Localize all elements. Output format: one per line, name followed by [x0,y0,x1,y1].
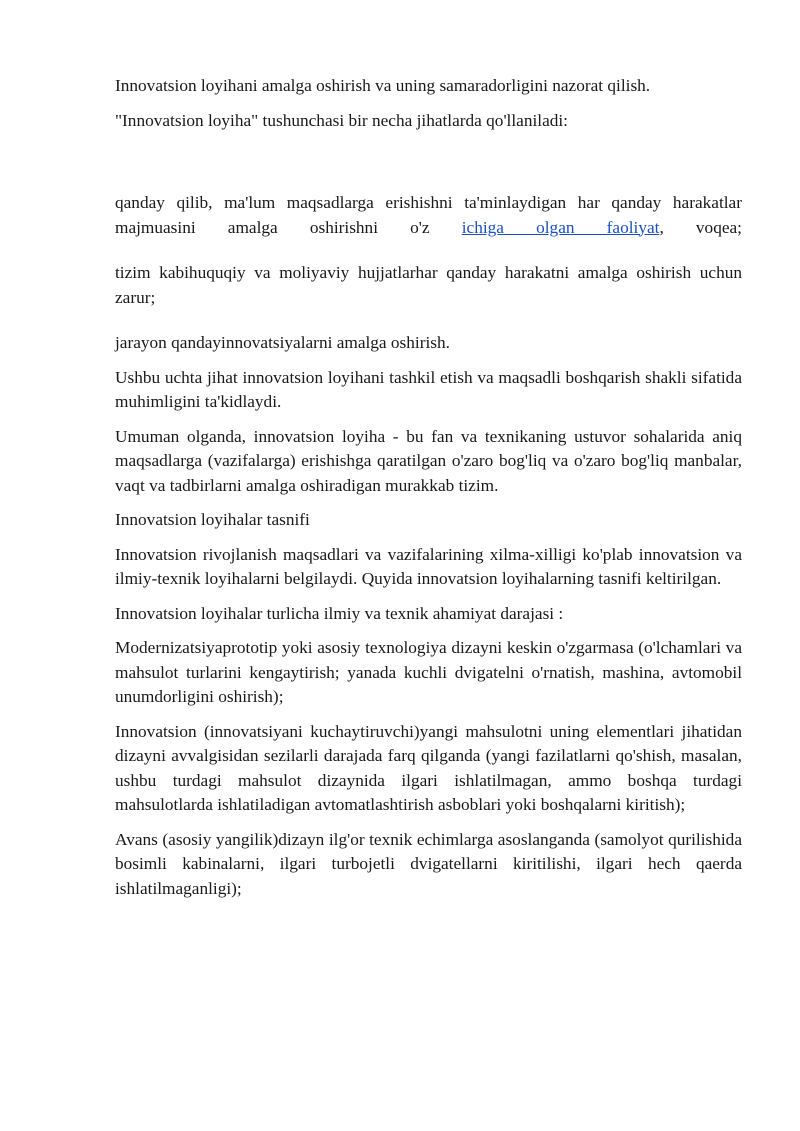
document-title: Innovatsion loyihani amalga oshirish va uning samaradorligini nazorat qilish. [115,76,651,95]
innovative-paragraph: Innovatsion (innovatsiyani kuchaytiruvchi)yangi mahsulotni uning elementlari jihatidan dizayni avvalgisidan sezilarli darajada farq qilganda (yangi fazilatlarni qo'shish, masalan, ushbu turdagi mahsulot dizaynida ilgari ishlatilmagan, ammo boshqa turdagi mahsulotlarda ishlatiladigan avtomatlashtirish asboblari yoki boshqalarni kiritish); [115,721,742,814]
significance-levels-paragraph: Innovatsion loyihalar turlicha ilmiy va texnik ahamiyat darajasi : [115,603,564,623]
aspect-activity-suffix: , voqea; [659,217,742,237]
definition-paragraph: Umuman olganda, innovatsion loyiha - bu fan va texnikaning ustuvor sohalarida aniq maqsadlarga (vazifalarga) erishishga qaratilgan o'zaro bog'liq va o'zaro bog'liq manbalar, vaqt va tadbirlarni amalga oshiradigan murakkab tizim. [115,426,742,495]
three-aspects-paragraph: Ushbu uchta jihat innovatsion loyihani tashkil etish va maqsadli boshqarish shakli sifatida muhimligini ta'kidlaydi. [115,367,742,411]
aspect-activity-text: qanday qilib, ma'lum maqsadlarga erishishni ta'minlaydigan har qanday harakatlar majmuasini amalga oshirishni o'z [115,193,742,237]
activity-link[interactable]: ichiga olgan faoliyat [461,217,660,237]
advanced-paragraph: Avans (asosiy yangilik)dizayn ilg'or texnik echimlarga asoslanganda (samolyot qurilishida bosimli kabinalarni, ilgari turbojetli dvigatellarni kiritilishi, ilgari hech qaerda ishlatilmaganligi); [115,829,742,898]
classification-paragraph: Innovatsion rivojlanish maqsadlari va vazifalarining xilma-xilligi ko'plab innovatsion va ilmiy-texnik loyihalarni belgilaydi. Quyida innovatsion loyihalarning tasnifi keltirilgan. [115,544,742,588]
classification-heading: Innovatsion loyihalar tasnifi [115,510,310,529]
aspect-activity-paragraph [115,191,742,240]
modernization-paragraph: Modernizatsiyaprototip yoki asosiy texnologiya dizayni keskin o'zgarmasa (o'lchamlari va mahsulot turlarini kengaytirish; yanada kuchli dvigatelni o'rnatish, mashina, avtomobil unumdorligini oshirish); [115,638,742,706]
aspect-system-paragraph: tizim kabihuquqiy va moliyaviy hujjatlarhar qanday harakatni amalga oshirish uchun zarur; [115,263,742,307]
aspect-process-paragraph: jarayon qandayinnovatsiyalarni amalga oshirish. [115,333,450,352]
intro-paragraph: "Innovatsion loyiha" tushunchasi bir necha jihatlarda qo'llaniladi: [115,110,568,130]
blank-space [115,143,742,191]
document-page [115,74,742,911]
